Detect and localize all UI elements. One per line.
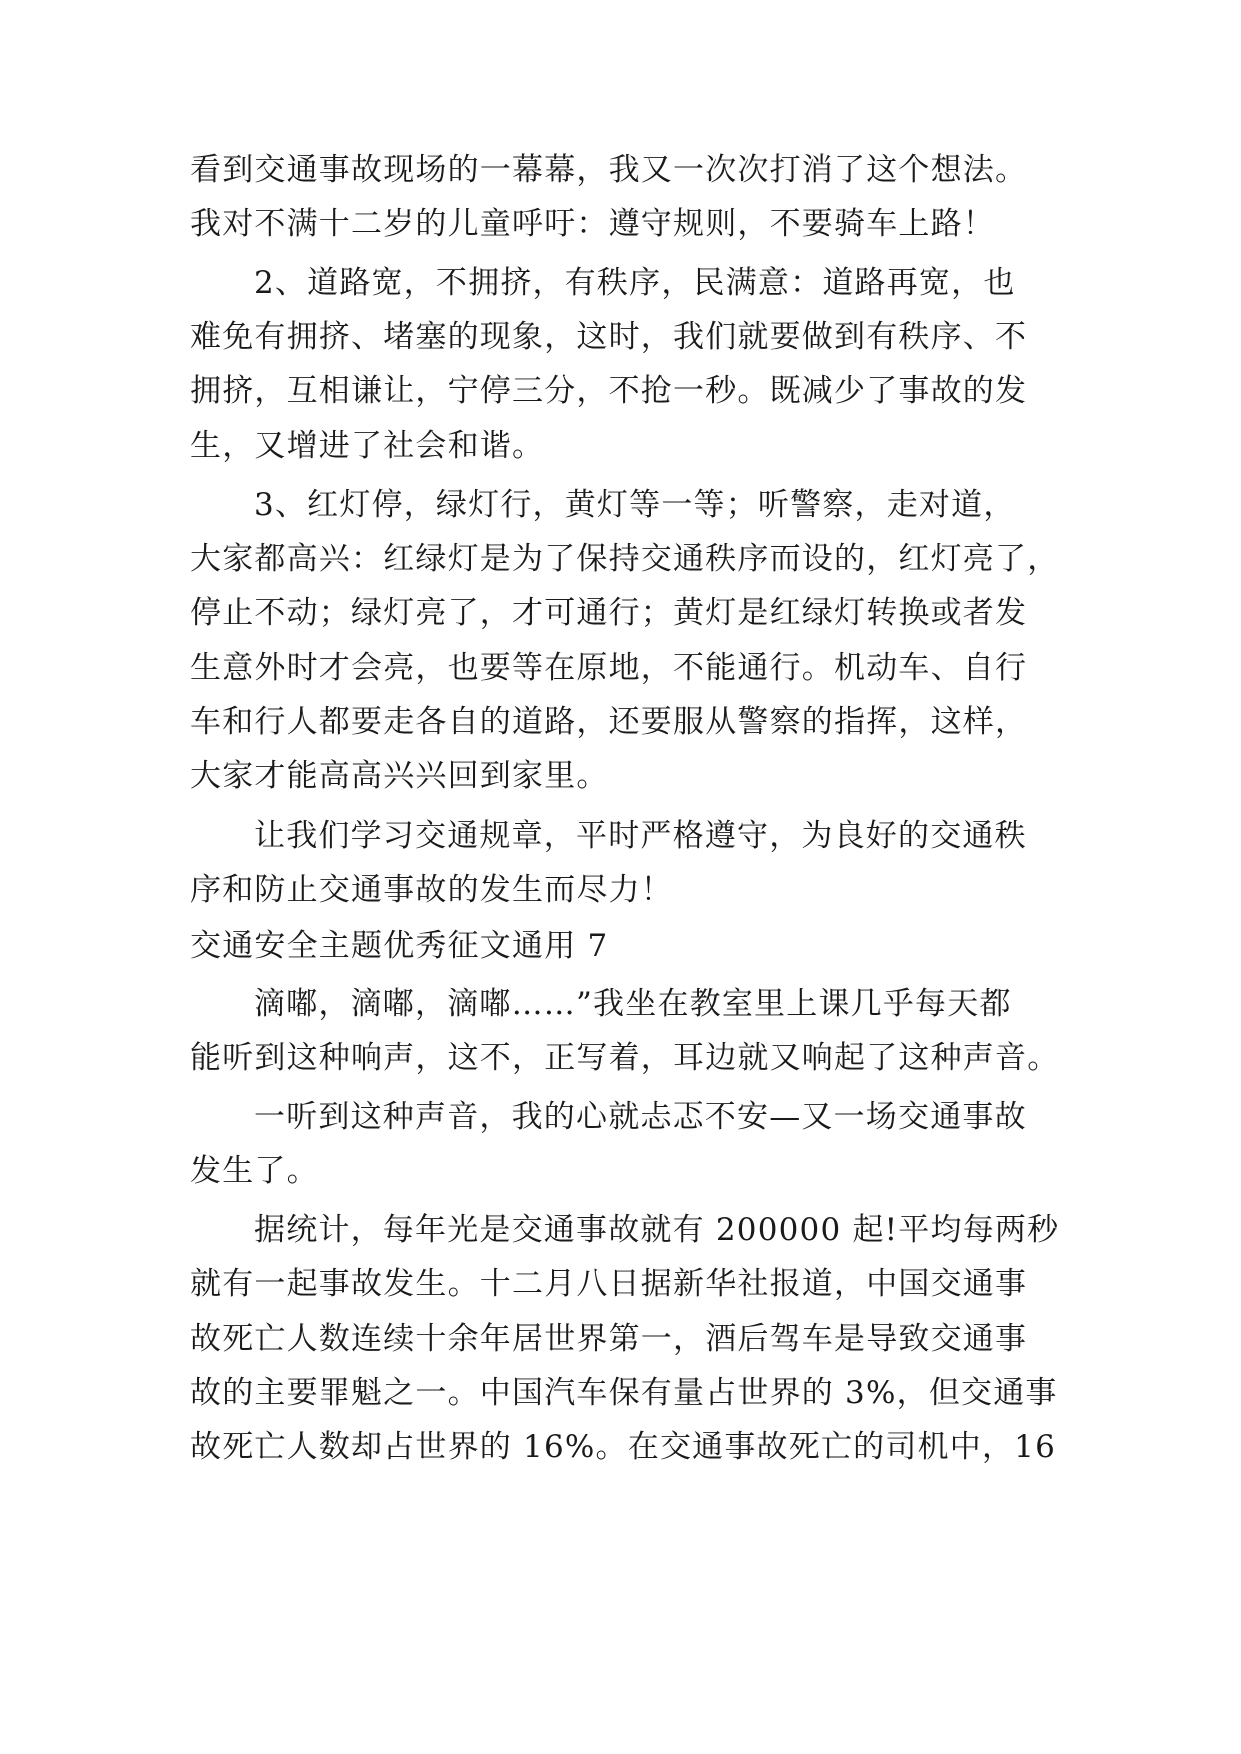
text-line: 2、道路宽，不拥挤，有秩序，民满意：道路再宽，也	[254, 265, 1016, 301]
text-line: 故的主要罪魁之一。中国汽车保有量占世界的 3%，但交通事	[190, 1375, 1058, 1411]
text-line: 生意外时才会亮，也要等在原地，不能通行。机动车、自行	[190, 650, 1028, 686]
text-line: 据统计，每年光是交通事故就有 200000 起!平均每两秒	[254, 1212, 1060, 1248]
text-line: 大家都高兴：红绿灯是为了保持交通秩序而设的，红灯亮了，	[190, 541, 1060, 577]
text-line: 发生了。	[190, 1153, 319, 1189]
text-line: 大家才能高高兴兴回到家里。	[190, 758, 609, 794]
text-line: 难免有拥挤、堵塞的现象，这时，我们就要做到有秩序、不	[190, 319, 1028, 355]
text-line: 就有一起事故发生。十二月八日据新华社报道，中国交通事	[190, 1266, 1028, 1302]
section-heading: 交通安全主题优秀征文通用 7	[190, 928, 609, 964]
text-line: 3、红灯停，绿灯行，黄灯等一等；听警察，走对道，	[254, 487, 1016, 523]
text-line: 一听到这种声音，我的心就忐忑不安—又一场交通事故	[254, 1099, 1027, 1135]
text-line: 滴嘟，滴嘟，滴嘟……”我坐在教室里上课几乎每天都	[254, 986, 1012, 1022]
text-line: 让我们学习交通规章，平时严格遵守，为良好的交通秩	[254, 818, 1027, 854]
text-line: 停止不动；绿灯亮了，才可通行；黄灯是红绿灯转换或者发	[190, 595, 1028, 631]
text-line: 拥挤，互相谦让，宁停三分，不抢一秒。既减少了事故的发	[190, 373, 1028, 409]
text-line: 能听到这种响声，这不，正写着，耳边就又响起了这种声音。	[190, 1040, 1060, 1076]
text-line: 车和行人都要走各自的道路，还要服从警察的指挥，这样，	[190, 704, 1028, 740]
text-line: 故死亡人数却占世界的 16%。在交通事故死亡的司机中，16	[190, 1429, 1057, 1465]
text-line: 故死亡人数连续十余年居世界第一，酒后驾车是导致交通事	[190, 1321, 1028, 1357]
text-line: 我对不满十二岁的儿童呼吁：遵守规则，不要骑车上路！	[190, 206, 995, 242]
text-line: 序和防止交通事故的发生而尽力！	[190, 872, 673, 908]
text-line: 生，又增进了社会和谐。	[190, 428, 545, 464]
text-line: 看到交通事故现场的一幕幕，我又一次次打消了这个想法。	[190, 152, 1028, 188]
